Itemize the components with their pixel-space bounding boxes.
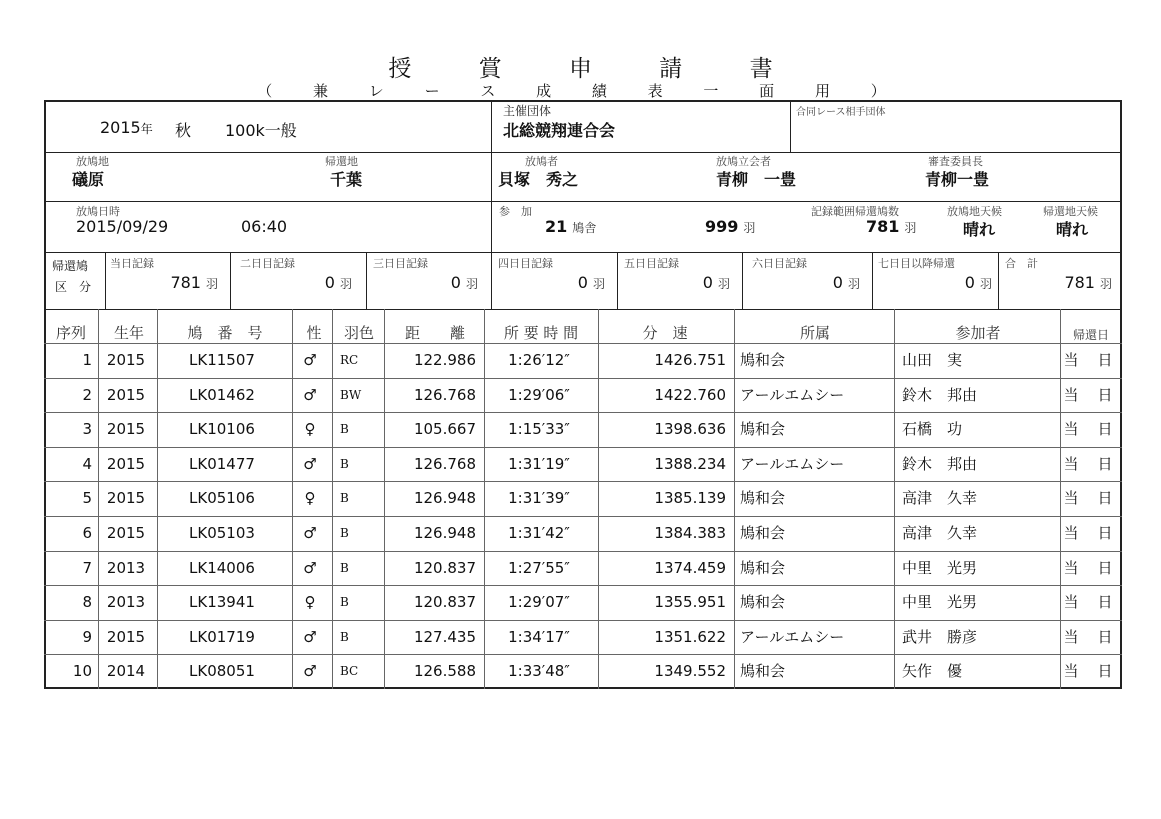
divider (44, 201, 1122, 202)
divider (617, 252, 618, 309)
day-1-label: 当日記録 (110, 257, 154, 270)
divider (491, 252, 492, 309)
document-subtitle: （ 兼 レ ー ス 成 績 表 一 面 用 ） (257, 82, 904, 100)
flight-time-cell: 1:31′42″ (508, 524, 570, 542)
club-cell: 鳩和会 (740, 351, 786, 369)
color-cell: B (340, 630, 349, 644)
distance-cell: 122.986 (413, 351, 476, 369)
return-day-cell: 当 日 (1063, 559, 1115, 577)
sex-cell: ♂ (303, 559, 317, 577)
table-row (46, 447, 1120, 481)
day-2-value: 0 羽 (324, 273, 352, 292)
table-row (46, 481, 1120, 515)
day-7-label: 七日目以降帰還 (878, 257, 955, 270)
datetime-label: 放鳩日時 (76, 205, 120, 218)
col-ring-header: 鳩 番 号 (187, 324, 263, 342)
day-7-value: 0 羽 (964, 273, 992, 292)
ring-number-cell: LK14006 (189, 559, 255, 577)
ring-number-cell: LK05106 (189, 489, 255, 507)
sex-cell: ♀ (304, 420, 316, 438)
divider (230, 252, 231, 309)
race-year: 2015年 (100, 118, 153, 137)
rank-cell: 5 (82, 489, 92, 507)
judge: 青柳一豊 (925, 170, 990, 189)
day-5-label: 五日目記録 (624, 257, 679, 270)
speed-cell: 1388.234 (654, 455, 726, 473)
rank-cell: 4 (82, 455, 92, 473)
return-day-cell: 当 日 (1063, 524, 1115, 542)
club-cell: 鳩和会 (740, 662, 786, 680)
col-rank-header: 序列 (55, 324, 86, 342)
club-cell: 鳩和会 (740, 559, 786, 577)
owner-cell: 中里 光男 (902, 593, 978, 611)
release-place-label: 放鳩地 (76, 155, 109, 168)
color-cell: BW (340, 388, 362, 402)
speed-cell: 1422.760 (654, 386, 726, 404)
club-cell: 鳩和会 (740, 489, 786, 507)
race-season: 秋 (175, 121, 192, 140)
color-cell: B (340, 595, 349, 609)
day-3-value: 0 羽 (450, 273, 478, 292)
distance-cell: 126.588 (413, 662, 476, 680)
day-1-value: 781 羽 (170, 273, 218, 292)
distance-cell: 126.768 (413, 386, 476, 404)
owner-cell: 高津 久幸 (902, 524, 978, 542)
year-cell: 2014 (106, 662, 146, 680)
color-cell: B (340, 457, 349, 471)
owner-cell: 鈴木 邦由 (902, 455, 978, 473)
returns-label-2: 区 分 (55, 280, 92, 294)
divider (44, 309, 1122, 310)
release-date: 2015/09/29 (76, 217, 169, 236)
sex-cell: ♂ (303, 455, 317, 473)
release-weather-label: 放鳩地天候 (947, 205, 1002, 218)
day-4-value: 0 羽 (577, 273, 605, 292)
color-cell: B (340, 526, 349, 540)
divider (998, 252, 999, 309)
day-3-label: 三日目記録 (373, 257, 428, 270)
table-row (46, 620, 1120, 654)
year-cell: 2015 (106, 420, 146, 438)
organizer: 北総競翔連合会 (503, 121, 616, 140)
flight-time-cell: 1:26′12″ (508, 351, 570, 369)
year-cell: 2015 (106, 489, 146, 507)
distance-cell: 105.667 (413, 420, 476, 438)
flight-time-cell: 1:29′06″ (508, 386, 570, 404)
releaser-label: 放鳩者 (525, 155, 558, 168)
return-day-cell: 当 日 (1063, 489, 1115, 507)
owner-cell: 武井 勝彦 (902, 628, 978, 646)
club-cell: 鳩和会 (740, 593, 786, 611)
judge-label: 審査委員長 (928, 155, 983, 168)
rank-cell: 6 (82, 524, 92, 542)
ring-number-cell: LK05103 (189, 524, 255, 542)
table-row (46, 551, 1120, 585)
owner-cell: 矢作 優 (902, 662, 963, 680)
ring-number-cell: LK08051 (189, 662, 255, 680)
col-owner-header: 参加者 (955, 324, 1001, 342)
club-cell: 鳩和会 (740, 420, 786, 438)
speed-cell: 1426.751 (654, 351, 726, 369)
release-weather: 晴れ (963, 220, 996, 239)
ring-number-cell: LK13941 (189, 593, 255, 611)
speed-cell: 1355.951 (654, 593, 726, 611)
organizer-label: 主催団体 (503, 104, 552, 118)
return-day-cell: 当 日 (1063, 593, 1115, 611)
return-day-cell: 当 日 (1063, 628, 1115, 646)
total-label: 合 計 (1005, 257, 1038, 270)
owner-cell: 高津 久幸 (902, 489, 978, 507)
releaser: 貝塚 秀之 (498, 170, 579, 189)
color-cell: B (340, 561, 349, 575)
club-cell: アールエムシー (740, 455, 845, 473)
return-day-cell: 当 日 (1063, 455, 1115, 473)
flight-time-cell: 1:31′39″ (508, 489, 570, 507)
ring-number-cell: LK10106 (189, 420, 255, 438)
rank-cell: 2 (82, 386, 92, 404)
participation-label: 参 加 (499, 205, 532, 218)
col-distance-header: 距 離 (404, 324, 465, 342)
rank-cell: 9 (82, 628, 92, 646)
return-weather-label: 帰還地天候 (1043, 205, 1098, 218)
ring-number-cell: LK11507 (189, 351, 255, 369)
divider (872, 252, 873, 309)
year-cell: 2015 (106, 386, 146, 404)
distance-cell: 126.768 (413, 455, 476, 473)
flight-time-cell: 1:29′07″ (508, 593, 570, 611)
sex-cell: ♂ (303, 386, 317, 404)
col-time-header: 所 要 時 間 (503, 324, 579, 342)
year-cell: 2015 (106, 351, 146, 369)
owner-cell: 中里 光男 (902, 559, 978, 577)
distance-cell: 126.948 (413, 489, 476, 507)
rank-cell: 10 (72, 662, 92, 680)
color-cell: B (340, 491, 349, 505)
sex-cell: ♂ (303, 628, 317, 646)
col-club-header: 所属 (799, 324, 830, 342)
release-place: 礒原 (72, 170, 105, 189)
col-sex-header: 性 (306, 324, 322, 342)
speed-cell: 1351.622 (654, 628, 726, 646)
witness-label: 放鳩立会者 (716, 155, 771, 168)
lofts: 21 鳩舎 (545, 217, 597, 236)
sex-cell: ♂ (303, 662, 317, 680)
speed-cell: 1374.459 (654, 559, 726, 577)
table-row (46, 378, 1120, 412)
sex-cell: ♀ (304, 489, 316, 507)
rank-cell: 7 (82, 559, 92, 577)
owner-cell: 鈴木 邦由 (902, 386, 978, 404)
sex-cell: ♀ (304, 593, 316, 611)
return-day-cell: 当 日 (1063, 386, 1115, 404)
flight-time-cell: 1:31′19″ (508, 455, 570, 473)
day-6-label: 六日目記録 (752, 257, 807, 270)
total-value: 781 羽 (1064, 273, 1112, 292)
joint-label: 合同レース相手団体 (796, 107, 886, 118)
race-category: 100k一般 (225, 121, 297, 140)
year-cell: 2015 (106, 455, 146, 473)
col-day-header: 帰還日 (1072, 328, 1109, 342)
club-cell: 鳩和会 (740, 524, 786, 542)
record-range-label: 記録範囲帰還鳩数 (811, 205, 899, 218)
club-cell: アールエムシー (740, 386, 845, 404)
witness: 青柳 一豊 (716, 170, 797, 189)
divider (742, 252, 743, 309)
ring-number-cell: LK01462 (189, 386, 255, 404)
table-row (46, 412, 1120, 446)
table-row (46, 343, 1120, 377)
table-row (46, 654, 1120, 688)
col-color-header: 羽色 (343, 324, 374, 342)
rank-cell: 3 (82, 420, 92, 438)
day-2-label: 二日目記録 (240, 257, 295, 270)
day-6-value: 0 羽 (832, 273, 860, 292)
col-year-header: 生年 (113, 324, 144, 342)
color-cell: BC (340, 664, 359, 678)
day-5-value: 0 羽 (702, 273, 730, 292)
owner-cell: 山田 実 (902, 351, 963, 369)
return-day-cell: 当 日 (1063, 420, 1115, 438)
year-cell: 2013 (106, 593, 146, 611)
table-row (46, 585, 1120, 619)
return-weather: 晴れ (1056, 220, 1089, 239)
divider (790, 100, 791, 152)
divider (105, 252, 106, 309)
divider (44, 252, 1122, 253)
day-4-label: 四日目記録 (498, 257, 553, 270)
rank-cell: 1 (82, 351, 92, 369)
year-cell: 2013 (106, 559, 146, 577)
return-place-label: 帰還地 (325, 155, 358, 168)
flight-time-cell: 1:15′33″ (508, 420, 570, 438)
record-range: 781 羽 (866, 217, 917, 236)
rank-cell: 8 (82, 593, 92, 611)
color-cell: RC (340, 353, 359, 367)
color-cell: B (340, 422, 349, 436)
speed-cell: 1398.636 (654, 420, 726, 438)
year-cell: 2015 (106, 524, 146, 542)
ring-number-cell: LK01719 (189, 628, 255, 646)
divider (491, 100, 492, 252)
birds: 999 羽 (705, 217, 756, 236)
col-speed-header: 分 速 (642, 324, 688, 342)
divider (366, 252, 367, 309)
release-time: 06:40 (241, 217, 288, 236)
return-day-cell: 当 日 (1063, 662, 1115, 680)
speed-cell: 1385.139 (654, 489, 726, 507)
distance-cell: 120.837 (413, 559, 476, 577)
flight-time-cell: 1:34′17″ (508, 628, 570, 646)
return-place: 千葉 (330, 170, 363, 189)
distance-cell: 127.435 (413, 628, 476, 646)
ring-number-cell: LK01477 (189, 455, 255, 473)
distance-cell: 126.948 (413, 524, 476, 542)
club-cell: アールエムシー (740, 628, 845, 646)
sex-cell: ♂ (303, 524, 317, 542)
returns-label-1: 帰還鳩 (52, 259, 89, 273)
sex-cell: ♂ (303, 351, 317, 369)
return-day-cell: 当 日 (1063, 351, 1115, 369)
flight-time-cell: 1:27′55″ (508, 559, 570, 577)
owner-cell: 石橋 功 (902, 420, 963, 438)
distance-cell: 120.837 (413, 593, 476, 611)
year-cell: 2015 (106, 628, 146, 646)
flight-time-cell: 1:33′48″ (508, 662, 570, 680)
document-title: 授 賞 申 請 書 (388, 56, 803, 82)
table-row (46, 516, 1120, 550)
speed-cell: 1384.383 (654, 524, 726, 542)
speed-cell: 1349.552 (654, 662, 726, 680)
